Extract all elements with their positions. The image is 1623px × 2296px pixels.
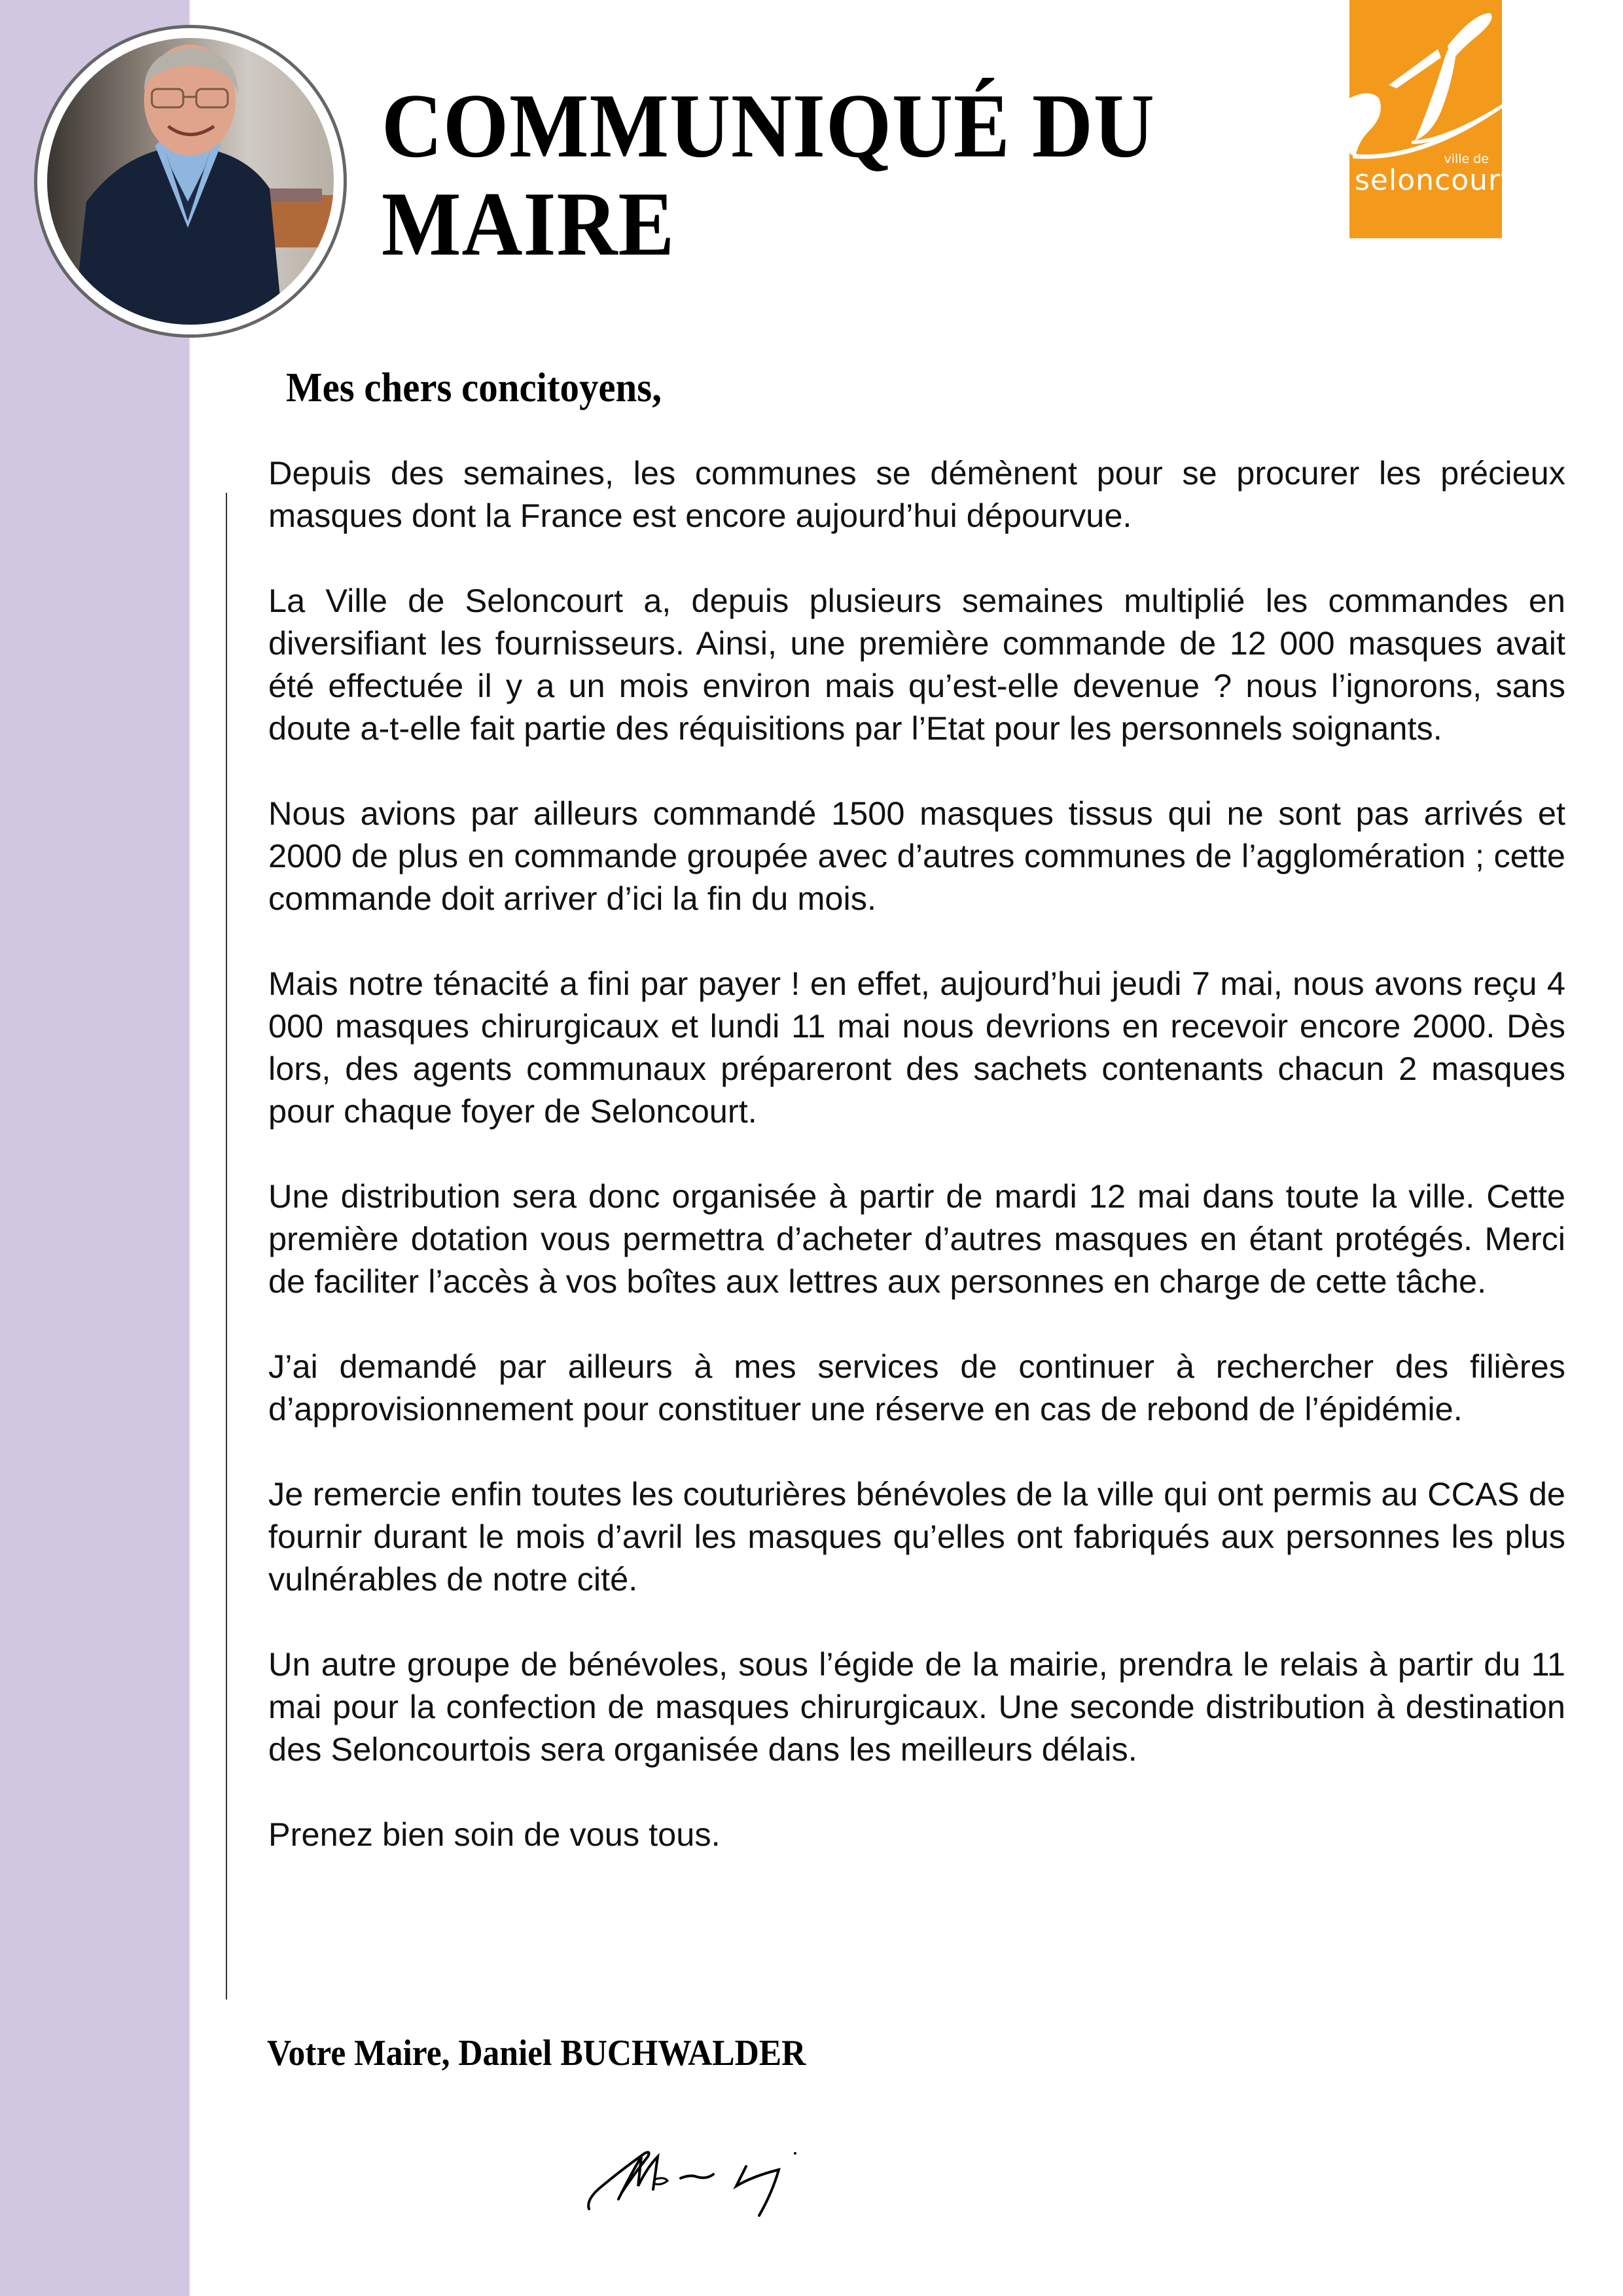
paragraph: J’ai demandé par ailleurs à mes services de continuer à rechercher des filières d’approvisionnement pour constituer une réserve en cas de rebond de l’épidémie.	[268, 1348, 1565, 1427]
paragraph: Nous avions par ailleurs commandé 1500 masques tissus qui ne sont pas arrivés et 2000 de plus en commande groupée avec d’autres communes de l’agglomération ; cette commande doit arriver d’ici la fin du mois.	[268, 795, 1565, 917]
logo-emblem-icon	[1349, 0, 1502, 238]
letter-body	[268, 452, 1565, 1898]
paragraph: Une distribution sera donc organisée à partir de mardi 12 mai dans toute la ville. Cette première dotation vous permettra d’acheter d’autres masques en étant protégés. Merci de faciliter l’accès à vos boîtes aux lettres aux personnes en charge de cette tâche.	[268, 1177, 1565, 1300]
handwritten-signature-icon	[582, 2140, 844, 2219]
paragraph: Depuis des semaines, les communes se démènent pour se procurer les précieux masques dont la France est encore aujourd’hui dépourvue.	[268, 454, 1565, 534]
title-line-1: COMMUNIQUÉ DU	[382, 75, 1155, 177]
salutation: Mes chers concitoyens,	[286, 364, 662, 410]
paragraph: Mais notre ténacité a fini par payer ! en effet, aujourd’hui jeudi 7 mai, nous avons reçu 4 000 masques chirurgicaux et lundi 11 mai nous devrions en recevoir encore 2000. Dès lors, des agents communaux prépareront des sachets contenants chacun 2 masques pour chaque foyer de Seloncourt.	[268, 965, 1565, 1130]
mayor-photo	[47, 38, 334, 325]
page-title	[382, 77, 1155, 274]
paragraph: Un autre groupe de bénévoles, sous l’égide de la mairie, prendra le relais à partir du 11 mai pour la confection de masques chirurgicaux. Une seconde distribution à destination des Seloncourtois sera organisée dans les meilleurs délais.	[268, 1645, 1565, 1768]
title-line-2: MAIRE	[382, 173, 675, 275]
paragraph: La Ville de Seloncourt a, depuis plusieurs semaines multiplié les commandes en diversifiant les fournisseurs. Ainsi, une première commande de 12 000 masques avait été effectuée il y a un mois environ mais qu’est-elle devenue ? nous l’ignorons, sans doute a-t-elle fait partie des réquisitions par l’Etat pour les personnels soignants.	[268, 582, 1565, 747]
logo-subtitle: ville de	[1444, 152, 1489, 166]
sidebar-band	[0, 0, 189, 2296]
logo-name: seloncourt	[1355, 164, 1513, 197]
mayor-portrait-icon	[47, 38, 334, 325]
signature-name: Votre Maire, Daniel BUCHWALDER	[267, 2033, 806, 2073]
paragraph: Prenez bien soin de vous tous.	[268, 1816, 721, 1853]
body-rule	[226, 493, 227, 2000]
paragraph: Je remercie enfin toutes les couturières bénévoles de la ville qui ont permis au CCAS de fournir durant le mois d’avril les masques qu’elles ont fabriqués aux personnes les plus vulnérables de notre cité.	[268, 1475, 1565, 1598]
sidebar-edge	[189, 0, 190, 2296]
seloncourt-logo	[1349, 0, 1513, 238]
